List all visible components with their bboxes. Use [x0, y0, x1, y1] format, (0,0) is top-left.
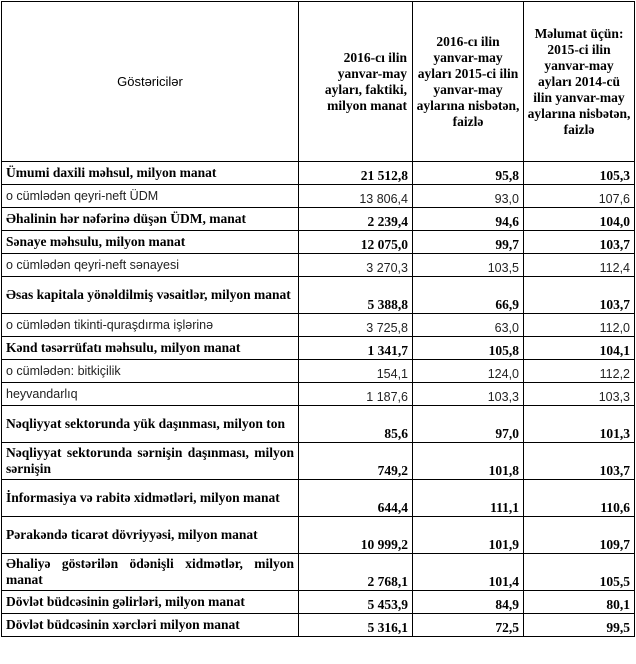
header-change-2015-vs-2014: Məlumat üçün: 2015-ci ilin yanvar-may ayları 2014-cü ilin yanvar-may aylarına nisbətən, faizlə: [524, 2, 635, 162]
row-value-change-2015: 104,1: [524, 337, 635, 360]
table-row: [2, 360, 635, 383]
row-label: o cümlədən qeyri-neft ÜDM: [2, 185, 299, 208]
row-value-change-2016: 84,9: [413, 591, 524, 614]
row-value-change-2015: 105,3: [524, 162, 635, 185]
statistics-table: [1, 1, 635, 637]
table-row: [2, 406, 635, 443]
row-label: Dövlət büdcəsinin xərcləri milyon manat: [2, 614, 299, 637]
row-value-actual: 10 999,2: [299, 517, 413, 554]
row-label: Kənd təsərrüfatı məhsulu, milyon manat: [2, 337, 299, 360]
row-value-change-2015: 103,7: [524, 231, 635, 254]
row-value-change-2015: 99,5: [524, 614, 635, 637]
header-change-2016-vs-2015: 2016-cı ilin yanvar-may ayları 2015-ci ilin yanvar-may aylarına nisbətən, faizlə: [413, 2, 524, 162]
row-value-change-2016: 63,0: [413, 314, 524, 337]
table-row: [2, 314, 635, 337]
row-value-actual: 644,4: [299, 480, 413, 517]
row-label: Dövlət büdcəsinin gəlirləri, milyon manat: [2, 591, 299, 614]
table-body: [2, 162, 635, 637]
row-label: Nəqliyyat sektorunda sərnişin daşınması, milyon sərnişin: [2, 443, 299, 480]
row-value-actual: 2 239,4: [299, 208, 413, 231]
row-label: Əhaliyə göstərilən ödənişli xidmətlər, milyon manat: [2, 554, 299, 591]
row-value-actual: 85,6: [299, 406, 413, 443]
table-row: [2, 554, 635, 591]
row-value-change-2015: 103,7: [524, 443, 635, 480]
row-label: o cümlədən qeyri-neft sənayesi: [2, 254, 299, 277]
row-value-change-2016: 66,9: [413, 277, 524, 314]
row-value-change-2016: 101,8: [413, 443, 524, 480]
row-value-actual: 12 075,0: [299, 231, 413, 254]
row-value-change-2016: 93,0: [413, 185, 524, 208]
row-value-change-2016: 97,0: [413, 406, 524, 443]
row-value-change-2016: 103,3: [413, 383, 524, 406]
row-label: Sənaye məhsulu, milyon manat: [2, 231, 299, 254]
table-row: [2, 517, 635, 554]
header-row: [2, 2, 635, 162]
table-row: [2, 277, 635, 314]
row-value-actual: 1 187,6: [299, 383, 413, 406]
table-row: [2, 383, 635, 406]
row-label: Pərakəndə ticarət dövriyyəsi, milyon manat: [2, 517, 299, 554]
row-value-change-2015: 110,6: [524, 480, 635, 517]
row-label: o cümlədən: bitkiçilik: [2, 360, 299, 383]
row-value-change-2016: 72,5: [413, 614, 524, 637]
header-indicators: Göstəricilər: [2, 2, 299, 162]
row-value-change-2015: 107,6: [524, 185, 635, 208]
row-value-change-2016: 105,8: [413, 337, 524, 360]
row-value-actual: 3 270,3: [299, 254, 413, 277]
table-row: [2, 443, 635, 480]
row-value-change-2015: 101,3: [524, 406, 635, 443]
row-value-change-2016: 101,4: [413, 554, 524, 591]
row-value-change-2015: 112,0: [524, 314, 635, 337]
row-value-change-2016: 94,6: [413, 208, 524, 231]
header-actual-2016: 2016-cı ilin yanvar-may ayları, faktiki, milyon manat: [299, 2, 413, 162]
row-label: Əsas kapitala yönəldilmiş vəsaitlər, milyon manat: [2, 277, 299, 314]
table-row: [2, 614, 635, 637]
row-label: İnformasiya və rabitə xidmətləri, milyon manat: [2, 480, 299, 517]
row-value-change-2015: 80,1: [524, 591, 635, 614]
row-value-change-2016: 99,7: [413, 231, 524, 254]
row-value-actual: 5 316,1: [299, 614, 413, 637]
table-row: [2, 337, 635, 360]
table-row: [2, 254, 635, 277]
row-label: Əhalinin hər nəfərinə düşən ÜDM, manat: [2, 208, 299, 231]
row-value-actual: 1 341,7: [299, 337, 413, 360]
row-value-actual: 3 725,8: [299, 314, 413, 337]
row-value-change-2016: 111,1: [413, 480, 524, 517]
row-value-change-2015: 105,5: [524, 554, 635, 591]
row-label: Nəqliyyat sektorunda yük daşınması, milyon ton: [2, 406, 299, 443]
row-value-actual: 749,2: [299, 443, 413, 480]
table-row: [2, 162, 635, 185]
row-value-change-2016: 124,0: [413, 360, 524, 383]
row-value-change-2015: 109,7: [524, 517, 635, 554]
row-value-actual: 21 512,8: [299, 162, 413, 185]
row-value-change-2016: 103,5: [413, 254, 524, 277]
row-value-change-2016: 101,9: [413, 517, 524, 554]
row-value-actual: 13 806,4: [299, 185, 413, 208]
row-value-change-2015: 112,4: [524, 254, 635, 277]
row-value-actual: 5 388,8: [299, 277, 413, 314]
row-value-actual: 154,1: [299, 360, 413, 383]
row-label: o cümlədən tikinti-quraşdırma işlərinə: [2, 314, 299, 337]
table-row: [2, 591, 635, 614]
row-value-change-2016: 95,8: [413, 162, 524, 185]
row-label: Ümumi daxili məhsul, milyon manat: [2, 162, 299, 185]
row-value-change-2015: 103,3: [524, 383, 635, 406]
table-row: [2, 480, 635, 517]
row-value-change-2015: 103,7: [524, 277, 635, 314]
row-value-actual: 5 453,9: [299, 591, 413, 614]
row-value-change-2015: 112,2: [524, 360, 635, 383]
table-row: [2, 185, 635, 208]
row-value-actual: 2 768,1: [299, 554, 413, 591]
row-label: heyvandarlıq: [2, 383, 299, 406]
table-row: [2, 208, 635, 231]
table-row: [2, 231, 635, 254]
row-value-change-2015: 104,0: [524, 208, 635, 231]
